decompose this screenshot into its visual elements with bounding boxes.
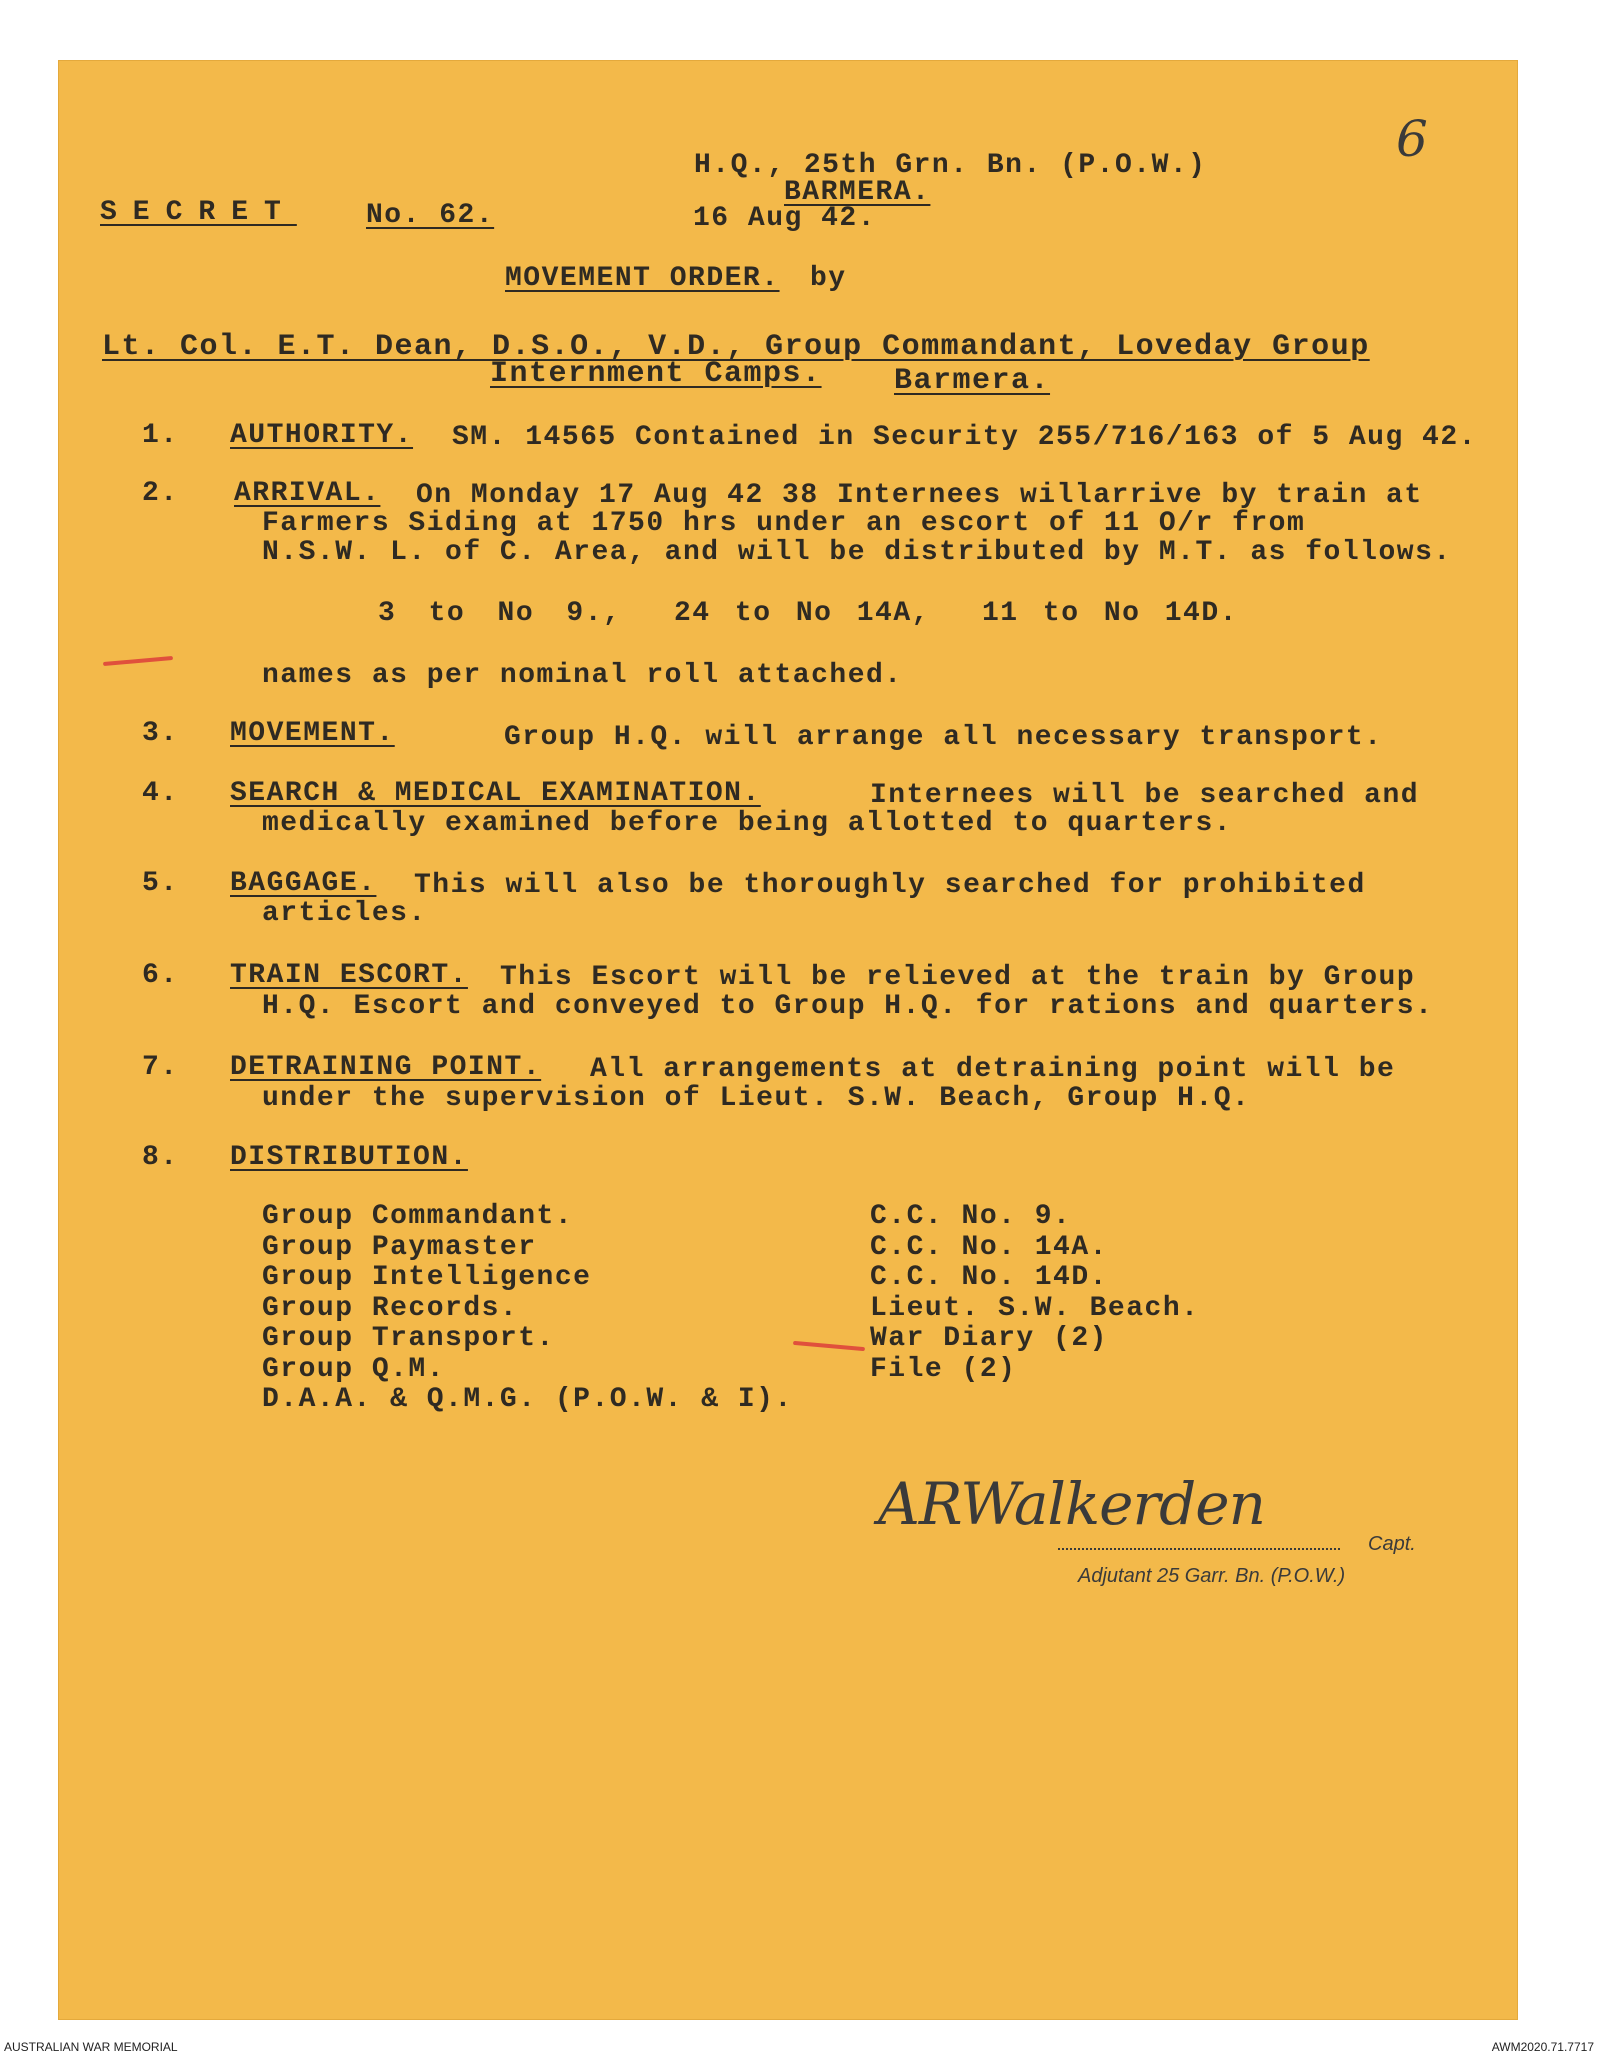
- header-place: BARMERA.: [784, 177, 931, 208]
- signature-line: [1058, 1548, 1340, 1550]
- item-heading-baggage: BAGGAGE.: [230, 868, 377, 899]
- item-heading-search-medical: SEARCH & MEDICAL EXAMINATION.: [230, 778, 761, 809]
- item-heading-movement: MOVEMENT.: [230, 718, 395, 749]
- item-heading-authority: AUTHORITY.: [230, 420, 414, 451]
- item-text: This Escort will be relieved at the train by Group: [500, 962, 1416, 993]
- distribution-entry: Group Transport.: [262, 1323, 555, 1354]
- item-text: SM. 14565 Contained in Security 255/716/163 of 5 Aug 42.: [452, 422, 1477, 453]
- order-title: MOVEMENT ORDER.: [505, 263, 780, 294]
- handwritten-signature: ARWalkerden: [878, 1470, 1265, 1538]
- order-number: No. 62.: [366, 200, 495, 231]
- item-text: This will also be thoroughly searched for prohibited: [414, 870, 1366, 901]
- footer-archive-name: AUSTRALIAN WAR MEMORIAL: [4, 2040, 178, 2054]
- distribution-list-left: [262, 1202, 793, 1416]
- issuer-line-1: Lt. Col. E.T. Dean, D.S.O., V.D., Group Commandant, Loveday Group: [102, 330, 1370, 364]
- item-number: 5.: [142, 868, 179, 899]
- header-unit: H.Q., 25th Grn. Bn. (P.O.W.): [694, 150, 1207, 181]
- allocation-item: 24 to No 14A,: [674, 598, 930, 629]
- distribution-entry: Group Paymaster: [262, 1231, 537, 1263]
- item-text: H.Q. Escort and conveyed to Group H.Q. for rations and quarters.: [262, 991, 1434, 1022]
- item-heading-detraining-point: DETRAINING POINT.: [230, 1052, 542, 1083]
- item-heading-distribution: DISTRIBUTION.: [230, 1142, 468, 1173]
- order-title-by: by: [810, 263, 847, 294]
- item-text: Internees will be searched and: [870, 780, 1420, 811]
- item-number: 6.: [142, 960, 179, 991]
- page-number: 6: [1396, 110, 1428, 168]
- distribution-entry: Group Records.: [262, 1292, 519, 1324]
- distribution-entry: D.A.A. & Q.M.G. (P.O.W. & I).: [262, 1384, 793, 1415]
- allocation-item: 11 to No 14D.: [982, 598, 1238, 629]
- item-text: Group H.Q. will arrange all necessary transport.: [504, 722, 1383, 753]
- item-text: On Monday 17 Aug 42 38 Internees willarrive by train at: [416, 480, 1423, 511]
- signature-rank: Capt.: [1368, 1533, 1416, 1555]
- issuer-line-2a: Internment Camps.: [490, 357, 822, 391]
- item-text: N.S.W. L. of C. Area, and will be distributed by M.T. as follows.: [262, 537, 1452, 568]
- signature-role: Adjutant 25 Garr. Bn. (P.O.W.): [1078, 1565, 1346, 1587]
- distribution-entry: Group Intelligence: [262, 1262, 592, 1293]
- distribution-list-right: [870, 1202, 1199, 1385]
- distribution-entry: C.C. No. 14D.: [870, 1262, 1108, 1293]
- item-number: 3.: [142, 718, 179, 749]
- distribution-entry: Group Commandant.: [262, 1201, 574, 1232]
- item-text: under the supervision of Lieut. S.W. Beach, Group H.Q.: [262, 1083, 1251, 1114]
- distribution-entry: C.C. No. 14A.: [870, 1231, 1108, 1263]
- document-sheet: [58, 60, 1518, 2020]
- red-pencil-mark: [103, 656, 173, 666]
- distribution-entry: Lieut. S.W. Beach.: [870, 1292, 1200, 1324]
- distribution-entry: C.C. No. 9.: [870, 1201, 1072, 1232]
- distribution-entry: War Diary (2): [870, 1323, 1108, 1354]
- footer-accession-number: AWM2020.71.7717: [1491, 2040, 1594, 2054]
- item-number: 2.: [142, 478, 179, 509]
- issuer-line-2b: Barmera.: [894, 364, 1051, 398]
- item-text: All arrangements at detraining point will be: [590, 1054, 1396, 1085]
- item-number: 4.: [142, 778, 179, 809]
- item-number: 8.: [142, 1142, 179, 1173]
- item-heading-train-escort: TRAIN ESCORT.: [230, 960, 468, 991]
- red-pencil-mark: [793, 1341, 865, 1351]
- allocation-item: 3 to No 9.,: [378, 598, 622, 629]
- item-number: 1.: [142, 420, 179, 451]
- item-number: 7.: [142, 1052, 179, 1083]
- distribution-entry: Group Q.M.: [262, 1353, 446, 1385]
- item-text: Farmers Siding at 1750 hrs under an escort of 11 O/r from: [262, 508, 1306, 539]
- allocation-note: names as per nominal roll attached.: [262, 660, 903, 691]
- classification: SECRET: [100, 197, 297, 228]
- item-text: articles.: [262, 898, 427, 929]
- item-heading-arrival: ARRIVAL.: [234, 478, 381, 509]
- header-date: 16 Aug 42.: [693, 203, 877, 234]
- item-text: medically examined before being allotted to quarters.: [262, 808, 1233, 839]
- distribution-entry: File (2): [870, 1353, 1017, 1385]
